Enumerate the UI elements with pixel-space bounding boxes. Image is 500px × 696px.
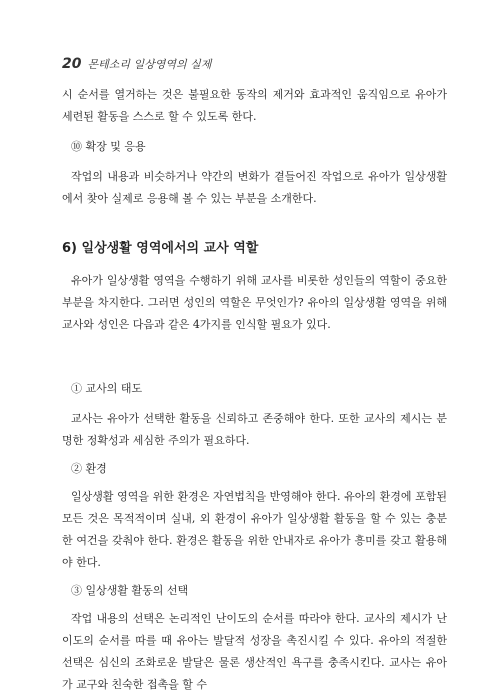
section-heading-teacher-role: 6) 일상생활 영역에서의 교사 역할 — [62, 241, 259, 256]
paragraph-intro: 시 순서를 열거하는 것은 불필요한 동작의 제거와 효과적인 움직임으로 유아가 세련된 활동을 스스로 할 수 있도록 한다. — [62, 88, 447, 123]
running-title: 몬테소리 일상영역의 실제 — [87, 58, 212, 71]
paragraph-activity-selection: 작업 내용의 선택은 논리적인 난이도의 순서를 따라야 한다. 교사의 제시가 난이도의 순서를 따를 때 유아는 발달적 성장을 촉진시킬 수 있다. 유아의 적절한 선택은 심신의 조화로운 발달은 물론 생산적인 욕구를 충족시킨다. 교사는 유아가 교구와 친숙한 접촉을 할 수 — [62, 612, 447, 691]
subheading-activity-selection: ③ 일상생활 활동의 선택 — [71, 584, 189, 597]
page-body — [62, 84, 447, 696]
page-number: 20 — [62, 56, 82, 72]
paragraph-extension: 작업의 내용과 비슷하거나 약간의 변화가 곁들어진 작업으로 유아가 일상생활에서 찾아 실제로 응용해 볼 수 있는 부분을 소개한다. — [62, 170, 447, 205]
page-header — [62, 56, 211, 72]
subheading-environment: ② 환경 — [71, 462, 107, 475]
paragraph-teacher-attitude: 교사는 유아가 선택한 활동을 신뢰하고 존중해야 한다. 또한 교사의 제시는 분명한 정확성과 세심한 주의가 필요하다. — [62, 412, 447, 447]
subheading-extension: ⑩ 확장 및 응용 — [71, 140, 146, 153]
paragraph-teacher-role: 유아가 일상생활 영역을 수행하기 위해 교사를 비롯한 성인들의 역할이 중요한 부분을 차지한다. 그러면 성인의 역할은 무엇인가? 유아의 일상생활 영역을 위해 교사와 성인은 다음과 같은 4가지를 인식할 필요가 있다. — [62, 274, 447, 331]
subheading-teacher-attitude: ① 교사의 태도 — [71, 382, 143, 395]
paragraph-environment: 일상생활 영역을 위한 환경은 자연법칙을 반영해야 한다. 유아의 환경에 포함된 모든 것은 목적적이며 실내, 외 환경이 유아가 일상생활 활동을 할 수 있는 충분한 여건을 갖춰야 한다. 환경은 활동을 위한 안내자로 유아가 흥미를 갖고 활용해야 한다. — [62, 490, 447, 569]
